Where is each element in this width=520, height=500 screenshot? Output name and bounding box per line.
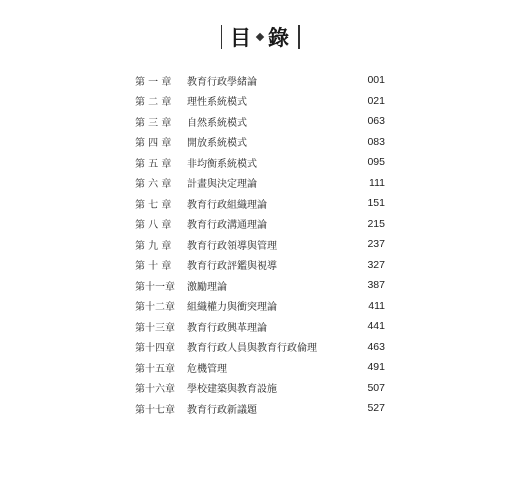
toc-entry[interactable] [135, 152, 385, 173]
page-number: 387 [367, 279, 385, 292]
toc-entry[interactable] [135, 234, 385, 255]
chapter-number: 第 六 章 [135, 179, 172, 191]
chapter-number: 第 八 章 [135, 220, 172, 232]
toc-entry[interactable] [135, 111, 385, 132]
chapter-number: 第十五章 [135, 363, 175, 375]
toc-entry[interactable] [135, 70, 385, 91]
toc-entry[interactable] [135, 275, 385, 296]
page-number: 411 [368, 299, 385, 312]
chapter-title: 開放系統模式 [187, 138, 247, 150]
chapter-number: 第 五 章 [135, 158, 172, 170]
right-divider-bar [298, 25, 300, 49]
page-number: 237 [367, 238, 385, 251]
toc-entry[interactable] [135, 193, 385, 214]
left-divider-bar [221, 25, 223, 49]
page-number: 527 [367, 402, 385, 415]
chapter-title: 教育行政興革理論 [187, 322, 267, 334]
chapter-title: 教育行政組織理論 [187, 199, 267, 211]
toc-entry[interactable] [135, 132, 385, 153]
chapter-number: 第十六章 [135, 384, 175, 396]
chapter-number: 第 二 章 [135, 97, 172, 109]
toc-entry[interactable] [135, 255, 385, 276]
chapter-title: 教育行政新議題 [187, 404, 257, 416]
chapter-number: 第十四章 [135, 343, 175, 355]
chapter-title: 教育行政溝通理論 [187, 220, 267, 232]
chapter-number: 第 十 章 [135, 261, 172, 273]
page-number: 063 [367, 115, 385, 128]
chapter-number: 第十三章 [135, 322, 175, 334]
chapter-title: 教育行政評鑑與視導 [187, 261, 277, 273]
page-number: 327 [367, 258, 385, 271]
chapter-number: 第十一章 [135, 281, 175, 293]
chapter-title: 計畫與決定理論 [187, 179, 257, 191]
chapter-title: 教育行政學緒論 [187, 76, 257, 88]
toc-entry[interactable] [135, 398, 385, 419]
chapter-title: 激勵理論 [187, 281, 227, 293]
toc-entry[interactable] [135, 173, 385, 194]
toc-heading [0, 22, 520, 52]
toc-entry[interactable] [135, 91, 385, 112]
toc-entry[interactable] [135, 214, 385, 235]
page-number: 507 [367, 381, 385, 394]
toc-entry[interactable] [135, 357, 385, 378]
chapter-title: 非均衡系統模式 [187, 158, 257, 170]
toc-entry[interactable] [135, 296, 385, 317]
title-left-char: 目 [230, 25, 252, 50]
chapter-number: 第十七章 [135, 404, 175, 416]
toc-entry[interactable] [135, 337, 385, 358]
chapter-number: 第 九 章 [135, 240, 172, 252]
chapter-title: 學校建築與教育設施 [187, 384, 277, 396]
chapter-number: 第 三 章 [135, 117, 172, 129]
page-number: 001 [367, 74, 385, 87]
chapter-title: 理性系統模式 [187, 97, 247, 109]
page-number: 083 [367, 135, 385, 148]
chapter-number: 第 四 章 [135, 138, 172, 150]
chapter-number: 第十二章 [135, 302, 175, 314]
page-number: 463 [367, 340, 385, 353]
chapter-title: 危機管理 [187, 363, 227, 375]
title-right-char: 錄 [268, 25, 290, 50]
toc-entry[interactable] [135, 378, 385, 399]
chapter-number: 第 七 章 [135, 199, 172, 211]
page-number: 111 [369, 176, 385, 189]
page-number: 021 [367, 94, 385, 107]
chapter-title: 教育行政領導與管理 [187, 240, 277, 252]
diamond-ornament-icon [256, 33, 264, 41]
page-number: 151 [367, 197, 385, 210]
toc-entry[interactable] [135, 316, 385, 337]
chapter-title: 教育行政人員與教育行政倫理 [187, 343, 317, 355]
chapter-title: 自然系統模式 [187, 117, 247, 129]
page-title [213, 22, 308, 52]
chapter-title: 組織權力與衝突理論 [187, 302, 277, 314]
table-of-contents [135, 70, 385, 419]
chapter-number: 第 一 章 [135, 76, 172, 88]
page-number: 491 [367, 361, 385, 374]
page-number: 215 [367, 217, 385, 230]
page-number: 095 [367, 156, 385, 169]
page-number: 441 [367, 320, 385, 333]
